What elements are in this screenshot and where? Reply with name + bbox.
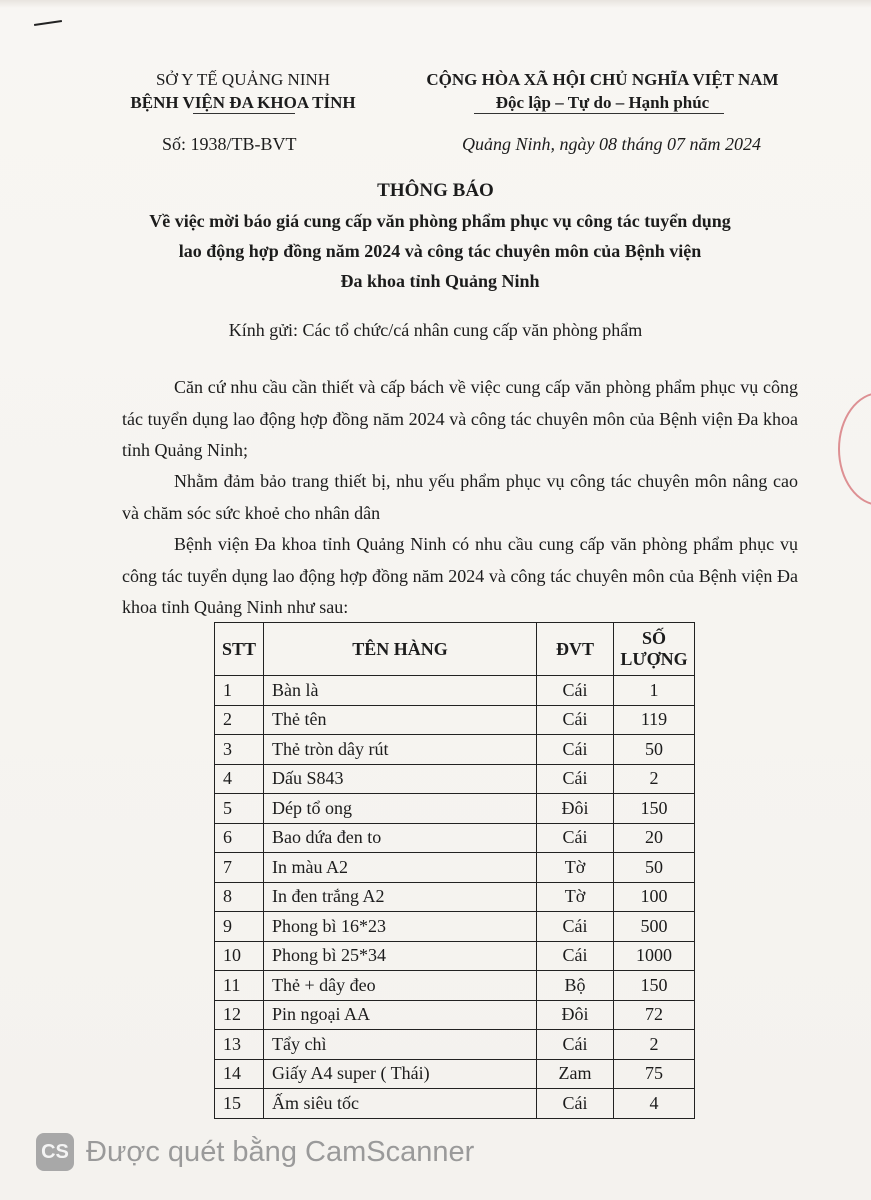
header-quantity (614, 623, 695, 676)
table-row (215, 1000, 695, 1030)
cell-stt: 1 (215, 676, 264, 706)
cell-quantity: 20 (614, 823, 695, 853)
cell-name: Thẻ tròn dây rút (264, 735, 537, 765)
table-row (215, 794, 695, 824)
cell-unit: Cái (537, 941, 614, 971)
document-subtitle (100, 206, 780, 296)
cell-unit: Cái (537, 912, 614, 942)
pen-mark (34, 20, 62, 26)
cell-unit: Tờ (537, 853, 614, 883)
cell-unit: Tờ (537, 882, 614, 912)
paragraph-purpose-text: Nhằm đảm bảo trang thiết bị, nhu yếu phẩm phục vụ công tác chuyên môn nâng cao và chăm sóc sức khoẻ cho nhân dân (122, 471, 798, 523)
table-row (215, 882, 695, 912)
header-quantity-line-2: LƯỢNG (620, 649, 688, 669)
document-date: Quảng Ninh, ngày 08 tháng 07 năm 2024 (462, 134, 761, 154)
agency-header (108, 68, 378, 114)
cell-name: Phong bì 16*23 (264, 912, 537, 942)
camscanner-text: Được quét bằng CamScanner (86, 1135, 475, 1168)
table-row (215, 941, 695, 971)
cell-quantity: 4 (614, 1089, 695, 1119)
table-row (215, 1030, 695, 1060)
cell-quantity: 2 (614, 1030, 695, 1060)
subtitle-line-2: lao động hợp đồng năm 2024 và công tác chuyên môn của Bệnh viện (178, 241, 702, 261)
cell-stt: 7 (215, 853, 264, 883)
table-row (215, 912, 695, 942)
cell-name: Dấu S843 (264, 764, 537, 794)
cell-quantity: 150 (614, 794, 695, 824)
cell-stt: 12 (215, 1000, 264, 1030)
cell-name: Thẻ tên (264, 705, 537, 735)
agency-name: BỆNH VIỆN ĐA KHOA TỈNH (130, 93, 356, 112)
paragraph-basis (122, 372, 798, 467)
table-row (215, 823, 695, 853)
header-stt: STT (215, 623, 264, 676)
paragraph-purpose (122, 466, 798, 529)
cell-stt: 10 (215, 941, 264, 971)
cell-name: Bàn là (264, 676, 537, 706)
table-row (215, 764, 695, 794)
items-table-wrapper (214, 622, 695, 1119)
cell-stt: 13 (215, 1030, 264, 1060)
cell-unit: Cái (537, 823, 614, 853)
document-title: THÔNG BÁO (377, 180, 494, 201)
recipient-line: Kính gửi: Các tổ chức/cá nhân cung cấp văn phòng phẩm (228, 320, 643, 340)
cell-unit: Cái (537, 1030, 614, 1060)
national-header (380, 68, 825, 114)
cell-stt: 2 (215, 705, 264, 735)
cell-stt: 4 (215, 764, 264, 794)
cell-stt: 9 (215, 912, 264, 942)
cell-quantity: 72 (614, 1000, 695, 1030)
table-header-row (215, 623, 695, 676)
subtitle-line-3: Đa khoa tỉnh Quảng Ninh (340, 271, 540, 291)
table-body (215, 676, 695, 1119)
red-seal-stamp (838, 392, 871, 506)
cell-quantity: 50 (614, 735, 695, 765)
cell-stt: 6 (215, 823, 264, 853)
agency-underline (193, 113, 295, 114)
table-row (215, 1089, 695, 1119)
cell-unit: Đôi (537, 1000, 614, 1030)
table-row (215, 1059, 695, 1089)
table-row (215, 705, 695, 735)
table-row (215, 735, 695, 765)
cell-name: Pin ngoại AA (264, 1000, 537, 1030)
cell-name: In màu A2 (264, 853, 537, 883)
cell-unit: Cái (537, 735, 614, 765)
cell-unit: Cái (537, 705, 614, 735)
table-row (215, 676, 695, 706)
cell-name: Thẻ + dây đeo (264, 971, 537, 1001)
cell-name: Tẩy chì (264, 1030, 537, 1060)
scan-top-edge (0, 0, 871, 8)
cell-name: Bao dứa đen to (264, 823, 537, 853)
cell-name: Phong bì 25*34 (264, 941, 537, 971)
paragraph-request-text: Bệnh viện Đa khoa tỉnh Quảng Ninh có nhu cầu cung cấp văn phòng phẩm phục vụ công tác tuyển dụng lao động hợp đồng năm 2024 và công tác chuyên môn của Bệnh viện Đa khoa tỉnh Quảng Ninh như sau: (122, 534, 798, 617)
camscanner-watermark (36, 1133, 474, 1171)
cell-quantity: 75 (614, 1059, 695, 1089)
cell-name: Dép tổ ong (264, 794, 537, 824)
header-unit: ĐVT (537, 623, 614, 676)
cell-stt: 8 (215, 882, 264, 912)
cell-unit: Zam (537, 1059, 614, 1089)
agency-parent: SỞ Y TẾ QUẢNG NINH (155, 70, 331, 89)
document-number: Số: 1938/TB-BVT (162, 134, 297, 154)
cell-unit: Đôi (537, 794, 614, 824)
header-name: TÊN HÀNG (264, 623, 537, 676)
paragraph-request (122, 529, 798, 624)
cell-quantity: 1000 (614, 941, 695, 971)
cell-unit: Cái (537, 764, 614, 794)
cell-unit: Bộ (537, 971, 614, 1001)
cell-quantity: 119 (614, 705, 695, 735)
cell-name: Giấy A4 super ( Thái) (264, 1059, 537, 1089)
items-table (214, 622, 695, 1119)
header-quantity-line-1: SỐ (641, 628, 666, 648)
motto-underline (474, 113, 724, 114)
cell-unit: Cái (537, 676, 614, 706)
table-row (215, 971, 695, 1001)
cell-stt: 3 (215, 735, 264, 765)
cell-name: Ấm siêu tốc (264, 1089, 537, 1119)
cell-stt: 14 (215, 1059, 264, 1089)
camscanner-logo-icon: CS (36, 1133, 74, 1171)
national-title: CỘNG HÒA XÃ HỘI CHỦ NGHĨA VIỆT NAM (426, 70, 779, 89)
cell-quantity: 1 (614, 676, 695, 706)
cell-unit: Cái (537, 1089, 614, 1119)
cell-name: In đen trắng A2 (264, 882, 537, 912)
subtitle-line-1: Về việc mời báo giá cung cấp văn phòng phẩm phục vụ công tác tuyển dụng (149, 211, 731, 231)
cell-stt: 15 (215, 1089, 264, 1119)
cell-quantity: 50 (614, 853, 695, 883)
cell-stt: 11 (215, 971, 264, 1001)
cell-quantity: 150 (614, 971, 695, 1001)
national-motto: Độc lập – Tự do – Hạnh phúc (495, 93, 710, 112)
paragraph-basis-text: Căn cứ nhu cầu cần thiết và cấp bách về việc cung cấp văn phòng phẩm phục vụ công tác tuyển dụng lao động hợp đồng năm 2024 và công tác chuyên môn của Bệnh viện Đa khoa tỉnh Quảng Ninh; (122, 377, 798, 460)
cell-stt: 5 (215, 794, 264, 824)
cell-quantity: 100 (614, 882, 695, 912)
cell-quantity: 500 (614, 912, 695, 942)
table-row (215, 853, 695, 883)
cell-quantity: 2 (614, 764, 695, 794)
